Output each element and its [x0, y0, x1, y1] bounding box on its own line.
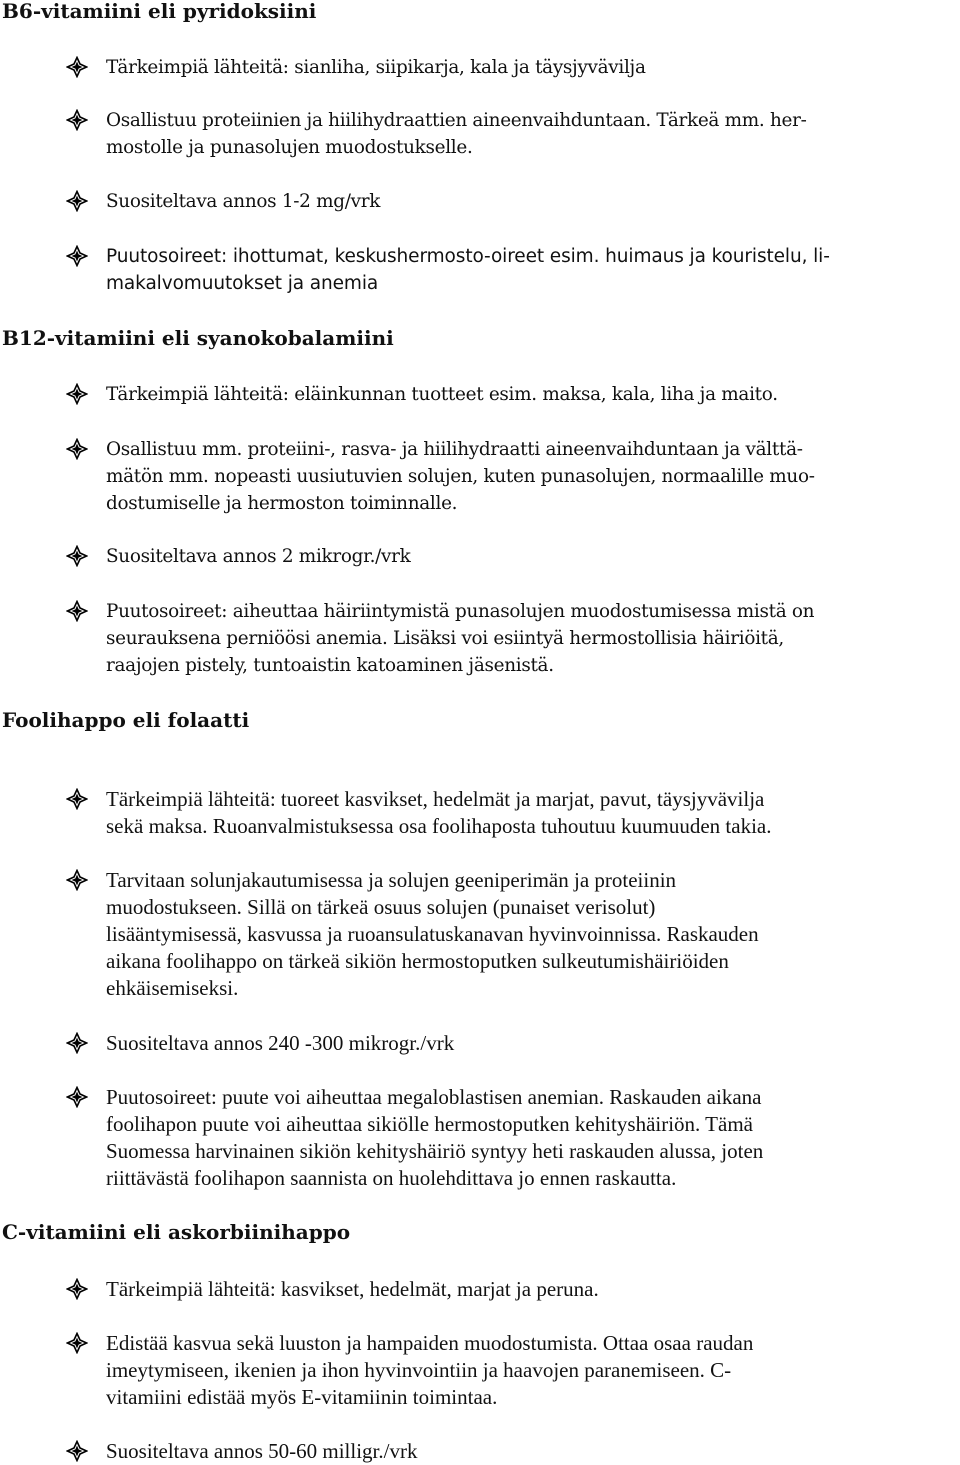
text-line: riittävästä foolihapon saannista on huolehdittava jo ennen raskautta.	[106, 1166, 677, 1190]
diamond-bullet-icon	[66, 190, 90, 212]
list-item-text	[106, 1438, 942, 1465]
diamond-bullet-icon	[66, 1332, 90, 1354]
list-item-text	[106, 54, 942, 81]
list-item-text	[106, 786, 942, 840]
text-line: aikana foolihappo on tärkeä sikiön hermostoputken sulkeutumishäiriöiden	[106, 949, 729, 973]
text-line: mätön mm. nopeasti uusiutuvien solujen, kuten punasolujen, normaalille muo-	[106, 466, 815, 487]
text-line: sekä maksa. Ruoanvalmistuksessa osa foolihaposta tuhoutuu kuumuuden takia.	[106, 814, 772, 838]
diamond-bullet-icon	[66, 1278, 90, 1300]
text-line: lisääntymisessä, kasvussa ja ruoansulatuskanavan hyvinvoinnissa. Raskauden	[106, 922, 759, 946]
text-line: Osallistuu mm. proteiini-, rasva- ja hiilihydraatti aineenvaihduntaan ja välttä-	[106, 439, 803, 460]
text-line: Suositeltava annos 50-60 milligr./vrk	[106, 1439, 418, 1463]
text-line: dostumiselle ja hermoston toiminnalle.	[106, 493, 458, 514]
text-line: Puutosoireet: puute voi aiheuttaa megaloblastisen anemian. Raskauden aikana	[106, 1085, 762, 1109]
diamond-bullet-icon	[66, 545, 90, 567]
text-line: Suositeltava annos 1-2 mg/vrk	[106, 191, 381, 212]
diamond-bullet-icon	[66, 1086, 90, 1108]
section-heading-b12: B12-vitamiini eli syanokobalamiini	[2, 326, 394, 350]
text-line: Puutosoireet: ihottumat, keskushermosto-oireet esim. huimaus ja kouristelu, li-	[106, 246, 830, 267]
list-item-text	[106, 867, 942, 1002]
text-line: raajojen pistely, tuntoaistin katoaminen jäsenistä.	[106, 655, 554, 676]
diamond-bullet-icon	[66, 109, 90, 131]
diamond-bullet-icon	[66, 869, 90, 891]
text-line: Edistää kasvua sekä luuston ja hampaiden muodostumista. Ottaa osaa raudan	[106, 1331, 754, 1355]
text-line: Puutosoireet: aiheuttaa häiriintymistä punasolujen muodostumisessa mistä on	[106, 601, 815, 622]
section-heading-folate: Foolihappo eli folaatti	[2, 708, 250, 732]
text-line: mostolle ja punasolujen muodostukselle.	[106, 137, 473, 158]
text-line: imeytymiseen, ikenien ja ihon hyvinvointiin ja haavojen paranemiseen. C-	[106, 1358, 732, 1382]
list-item-text	[106, 1030, 942, 1057]
text-line: Tärkeimpiä lähteitä: kasvikset, hedelmät, marjat ja peruna.	[106, 1277, 599, 1301]
diamond-bullet-icon	[66, 56, 90, 78]
list-item-text	[106, 243, 942, 297]
text-line: foolihapon puute voi aiheuttaa sikiölle hermostoputken kehityshäiriön. Tämä	[106, 1112, 753, 1136]
text-line: Tärkeimpiä lähteitä: eläinkunnan tuotteet esim. maksa, kala, liha ja maito.	[106, 384, 778, 405]
section-heading-b6: B6-vitamiini eli pyridoksiini	[2, 0, 317, 23]
text-line: seurauksena perniöösi anemia. Lisäksi voi esiintyä hermostollisia häiriöitä,	[106, 628, 784, 649]
text-line: vitamiini edistää myös E-vitamiinin toimintaa.	[106, 1385, 498, 1409]
list-item-text	[106, 598, 942, 679]
list-item-text	[106, 107, 942, 161]
diamond-bullet-icon	[66, 383, 90, 405]
diamond-bullet-icon	[66, 788, 90, 810]
list-item-text	[106, 381, 942, 408]
text-line: Tärkeimpiä lähteitä: sianliha, siipikarja, kala ja täysjyvävilja	[106, 57, 646, 78]
text-line: ehkäisemiseksi.	[106, 976, 239, 1000]
text-line: Tärkeimpiä lähteitä: tuoreet kasvikset, hedelmät ja marjat, pavut, täysjyvävilja	[106, 787, 765, 811]
text-line: makalvomuutokset ja anemia	[106, 273, 379, 294]
diamond-bullet-icon	[66, 1440, 90, 1462]
diamond-bullet-icon	[66, 245, 90, 267]
text-line: muodostukseen. Sillä on tärkeä osuus solujen (punaiset verisolut)	[106, 895, 656, 919]
diamond-bullet-icon	[66, 438, 90, 460]
diamond-bullet-icon	[66, 600, 90, 622]
list-item-text	[106, 1276, 942, 1303]
text-line: Tarvitaan solunjakautumisessa ja solujen geeniperimän ja proteiinin	[106, 868, 677, 892]
list-item-text	[106, 543, 942, 570]
text-line: Osallistuu proteiinien ja hiilihydraattien aineenvaihduntaan. Tärkeä mm. her-	[106, 110, 807, 131]
list-item-text	[106, 436, 942, 517]
list-item-text	[106, 188, 942, 215]
list-item-text	[106, 1330, 942, 1411]
list-item-text	[106, 1084, 942, 1192]
text-line: Suositeltava annos 2 mikrogr./vrk	[106, 546, 411, 567]
text-line: Suomessa harvinainen sikiön kehityshäiriö syntyy heti raskauden alussa, joten	[106, 1139, 764, 1163]
text-line: Suositeltava annos 240 -300 mikrogr./vrk	[106, 1031, 455, 1055]
section-heading-c: C-vitamiini eli askorbiinihappo	[2, 1220, 351, 1244]
diamond-bullet-icon	[66, 1032, 90, 1054]
